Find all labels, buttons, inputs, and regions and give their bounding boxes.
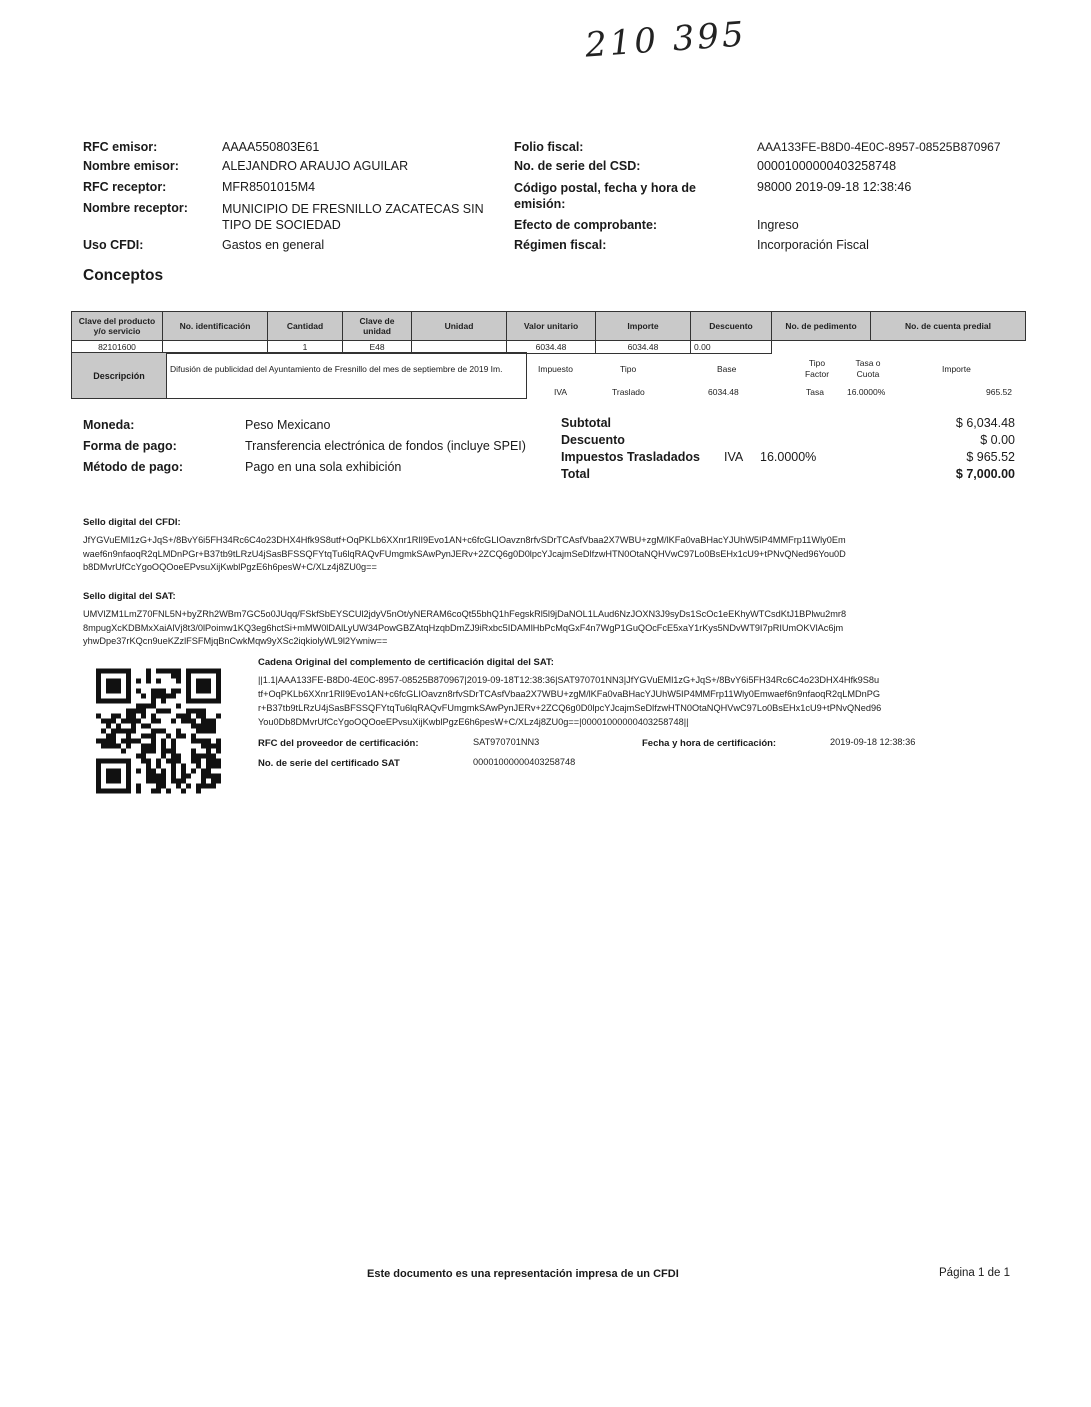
tax-header-importe: Importe <box>942 364 971 374</box>
col-cuenta-predial: No. de cuenta predial <box>871 312 1026 341</box>
cell-cantidad: 1 <box>268 341 343 354</box>
metodo-pago-label: Método de pago: <box>83 460 183 474</box>
col-no-identificacion: No. identificación <box>163 312 268 341</box>
cell-clave-unidad: E48 <box>343 341 412 354</box>
cadena-line: ||1.1|AAA133FE-B8D0-4E0C-8957-08525B870967|2019-09-18T12:38:36|SAT970701NN3|JfYGVuEMl1zG+JqS+/8BvY6i5FH34Rc6C4o23DHX4Hfk9S8u <box>258 675 880 685</box>
concepts-table <box>71 311 1026 354</box>
tax-header-tipo-factor: Tipo Factor <box>804 358 830 379</box>
impuestos-tasa: 16.0000% <box>760 450 817 464</box>
sello-sat-line: UMVlZM1LmZ70FNL5N+byZRh2WBm7GC5o0JUqq/FSkfSbEYSCUl2jdyV5nOt/yNERAM6coQt55bhQ1hFegskRl5l9jDaNOL1LAud6NzJOXN3J9syDs1ScOc1eEKhyWTCsdKtJ1BPlwu2mr8 <box>83 609 847 619</box>
uso-cfdi-value: Gastos en general <box>222 238 325 252</box>
tax-importe: 965.52 <box>986 387 1012 397</box>
folio-fiscal-label: Folio fiscal: <box>514 140 584 154</box>
col-unidad: Unidad <box>412 312 507 341</box>
sello-sat-text <box>83 608 1033 649</box>
cell-no-pedimento <box>772 341 871 354</box>
impuestos-value: $ 965.52 <box>966 450 1015 464</box>
subtotal-label: Subtotal <box>561 416 611 430</box>
sello-cfdi-line: waef6n9nfaoqR2qLMDnPGr+B37tb9tLRzU4jSasBFSSQFYtqTu6lqRAQvFUmgmkSAwPynJERv+2ZCQ6g0D0lpcYJcajmSeDlfzwHTN0OtaNQHVwC97Lo0BsEHx1cU9+tPNvQNed96You0D <box>83 548 846 559</box>
description-label: Descripción <box>72 353 167 398</box>
tax-tipo-factor: Tasa <box>806 387 824 397</box>
col-importe: Importe <box>596 312 691 341</box>
concepts-header-row <box>72 312 1026 341</box>
impuestos-label: Impuestos Trasladados <box>561 450 700 464</box>
description-text: Difusión de publicidad del Ayuntamiento de Fresnillo del mes de septiembre de 2019 Im. <box>170 364 503 374</box>
tax-header-base: Base <box>717 364 737 374</box>
cell-importe: 6034.48 <box>596 341 691 354</box>
moneda-label: Moneda: <box>83 418 135 432</box>
nombre-receptor-value: MUNICIPIO DE FRESNILLO ZACATECAS SIN TIPO DE SOCIEDAD <box>222 202 484 232</box>
concepts-title: Conceptos <box>83 267 164 284</box>
folio-fiscal-value: AAA133FE-B8D0-4E0C-8957-08525B870967 <box>757 140 1001 154</box>
codigo-postal-label: Código postal, fecha y hora de emisión: <box>514 181 696 211</box>
tax-impuesto: IVA <box>554 387 568 397</box>
cell-valor-unitario: 6034.48 <box>507 341 596 354</box>
regimen-label: Régimen fiscal: <box>514 238 607 252</box>
cell-clave-producto: 82101600 <box>72 341 163 354</box>
col-descuento: Descuento <box>691 312 772 341</box>
serie-certificado-value: 00001000000403258748 <box>473 757 576 767</box>
sello-cfdi-title: Sello digital del CFDI: <box>83 517 181 528</box>
subtotal-value: $ 6,034.48 <box>955 416 1015 430</box>
tax-tipo: Traslado <box>612 387 645 397</box>
codigo-postal-value: 98000 2019-09-18 12:38:46 <box>757 180 912 194</box>
sello-cfdi-line: JfYGVuEMl1zG+JqS+/8BvY6i5FH34Rc6C4o23DHX4Hfk9S8utf+OqPKLb6XXnr1RlI9Evo1AN+c6fcGLIOavzn8rfvSDrTCAsfVbaa2X7WBU+zgM/lKFa0vaBHacYJUhW5IP4MMFrp11Wly0Em <box>83 535 846 545</box>
regimen-value: Incorporación Fiscal <box>757 238 869 252</box>
metodo-pago-value: Pago en una sola exhibición <box>245 460 402 474</box>
total-label: Total <box>561 467 590 481</box>
tax-header-tipo: Tipo <box>620 364 637 374</box>
cadena-line: You0Db8DMvrUfCcYgoOQOoeEPvsuXijKwblPgzE6h6pesW+C/XLz4j8ZU0g==|00001000000403258748|| <box>258 717 689 727</box>
qr-code-graphic <box>96 668 221 794</box>
rfc-receptor-label: RFC receptor: <box>83 180 167 194</box>
handwritten-note: 210 395 <box>583 14 748 66</box>
nombre-emisor-value: ALEJANDRO ARAUJO AGUILAR <box>222 159 409 173</box>
cell-cuenta-predial <box>871 341 1026 354</box>
serie-certificado-label: No. de serie del certificado SAT <box>258 758 400 769</box>
col-valor-unitario: Valor unitario <box>507 312 596 341</box>
serie-csd-label: No. de serie del CSD: <box>514 159 641 173</box>
qr-code-icon <box>96 668 221 794</box>
sello-cfdi-line: b8DMvrUfCcYgoOQOoeEPvsuXijKwblPgzE6h6pesW+C/XLz4j8ZU0g== <box>83 562 377 572</box>
tax-tasa: 16.0000% <box>847 387 886 397</box>
cadena-line: r+B37tb9tLRzU4jSasBFSSQFYtqTu6lqRAQvFUmgmkSAwPynJERv+2ZCQ6g0D0lpcYJcajmSeDlfzwHTN0OtaNQHVwC97Lo0BsEHx1cU9+tPNvQNed96 <box>258 703 882 713</box>
sello-sat-line: yhwDpe37rKQcn9ueKZzlFSFMjqBnCwkMqw9yXSc2iqkiolyWL9l2Ywniw== <box>83 636 388 646</box>
col-clave-producto: Clave del producto y/o servicio <box>72 312 163 341</box>
moneda-value: Peso Mexicano <box>245 418 331 432</box>
forma-pago-value: Transferencia electrónica de fondos (incluye SPEI) <box>245 439 526 453</box>
sello-cfdi-text <box>83 534 1033 575</box>
sello-sat-title: Sello digital del SAT: <box>83 591 176 602</box>
total-value: $ 7,000.00 <box>955 467 1015 481</box>
descuento-label: Descuento <box>561 433 625 447</box>
fecha-certificacion-value: 2019-09-18 12:38:36 <box>830 737 916 747</box>
descuento-value: $ 0.00 <box>980 433 1015 447</box>
forma-pago-label: Forma de pago: <box>83 439 177 453</box>
rfc-emisor-value: AAAA550803E61 <box>222 140 320 154</box>
impuestos-tipo: IVA <box>724 450 744 464</box>
efecto-label: Efecto de comprobante: <box>514 218 658 232</box>
tax-header-impuesto: Impuesto <box>538 364 573 374</box>
col-clave-unidad: Clave de unidad <box>343 312 412 341</box>
tax-header-tasa: Tasa o Cuota <box>855 358 881 379</box>
rfc-proveedor-label: RFC del proveedor de certificación: <box>258 738 419 749</box>
cadena-line: tf+OqPKLb6XXnr1RlI9Evo1AN+c6fcGLIOavzn8rfvSDrTCAsfVbaa2X7WBU+zgM/lKFa0vaBHacYJUhW5IP4MMFrp11Wly0Emwaef6n9nfaoqR2qLMDnPG <box>258 689 881 699</box>
footer-note: Este documento es una representación impresa de un CFDI <box>367 1268 679 1280</box>
rfc-receptor-value: MFR8501015M4 <box>222 180 316 194</box>
rfc-proveedor-value: SAT970701NN3 <box>473 737 540 747</box>
rfc-emisor-label: RFC emisor: <box>83 140 158 154</box>
tax-base: 6034.48 <box>708 387 739 397</box>
nombre-receptor-label: Nombre receptor: <box>83 201 188 215</box>
cadena-title: Cadena Original del complemento de certificación digital del SAT: <box>258 657 554 668</box>
col-no-pedimento: No. de pedimento <box>772 312 871 341</box>
page-number: Página 1 de 1 <box>939 1267 1010 1279</box>
uso-cfdi-label: Uso CFDI: <box>83 238 144 252</box>
serie-csd-value: 00001000000403258748 <box>757 159 897 173</box>
description-box <box>71 352 527 399</box>
cell-descuento: 0.00 <box>691 341 772 354</box>
efecto-value: Ingreso <box>757 218 799 232</box>
nombre-emisor-label: Nombre emisor: <box>83 159 179 173</box>
col-cantidad: Cantidad <box>268 312 343 341</box>
fecha-certificacion-label: Fecha y hora de certificación: <box>642 738 777 749</box>
sello-sat-line: 8mpugXcKDBMxXaiAlVj8t3/0lPoimw1KQ3eg6hctSi+mMW0lDAlLyUW34PowGBZAtqHzqbDmZJ9iRxbc5IDAMlHbPcMqGxF4n7WgP1GuQOcFcE5xaY1rKys5NDvWT9I7pRIUmOKVlAc6jm <box>83 622 844 633</box>
cadena-text <box>258 673 1033 729</box>
